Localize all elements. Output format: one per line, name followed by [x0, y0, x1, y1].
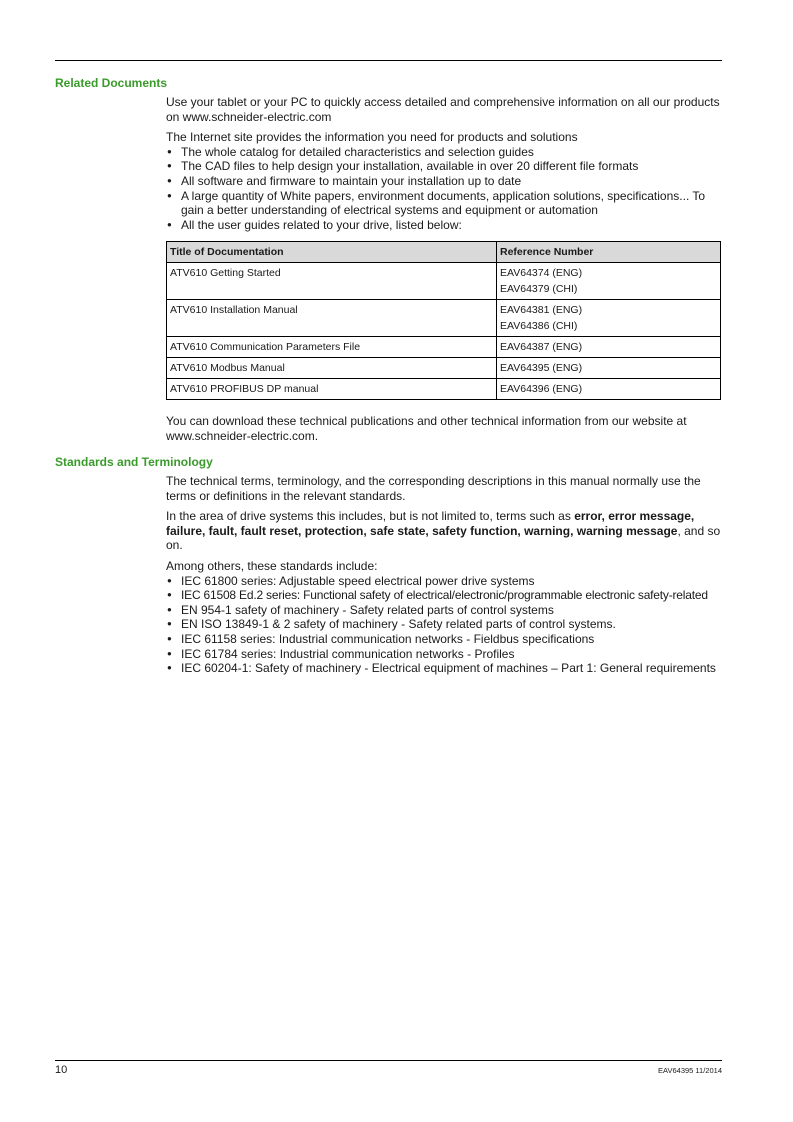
reference-number: EAV64387 (ENG) [500, 341, 583, 354]
doc-reference [497, 337, 721, 358]
list-item: ● IEC 61784 series: Industrial communication networks - Profiles [166, 647, 726, 662]
reference-number: EAV64374 (ENG) [500, 267, 583, 280]
standards-bullet-list [166, 574, 726, 676]
doc-title: ATV610 Getting Started [167, 263, 497, 300]
list-item: ● The whole catalog for detailed characteristics and selection guides [166, 145, 726, 160]
list-item: ● The CAD files to help design your installation, available in over 20 different file formats [166, 159, 726, 174]
list-item: ● All software and firmware to maintain your installation up to date [166, 174, 726, 189]
list-item: ● EN 954-1 safety of machinery - Safety related parts of control systems [166, 603, 726, 618]
list-item: ● IEC 60204-1: Safety of machinery - Electrical equipment of machines – Part 1: General requirements [166, 661, 726, 676]
intro-line-1: Use your tablet or your PC to quickly access detailed and comprehensive information on all our products [166, 95, 720, 109]
doc-reference [497, 263, 721, 300]
standards-body [166, 474, 726, 676]
table-row [167, 379, 721, 400]
standards-list-intro: Among others, these standards include: [166, 558, 378, 573]
intro-line-2: on www.schneider-electric.com [166, 109, 332, 124]
list-item: ● IEC 61800 series: Adjustable speed electrical power drive systems [166, 574, 726, 589]
standards-paragraph-2 [166, 509, 726, 553]
doc-reference [497, 358, 721, 379]
internet-intro: The Internet site provides the information you need for products and solutions [166, 130, 578, 145]
doc-title: ATV610 PROFIBUS DP manual [167, 379, 497, 400]
download-line-1: You can download these technical publications and other technical information from our website at [166, 414, 687, 429]
reference-number: EAV64381 (ENG) [500, 304, 583, 317]
page-number: 10 [55, 1064, 68, 1076]
list-item: ● IEC 61158 series: Industrial communication networks - Fieldbus specifications [166, 632, 726, 647]
list-item: ● EN ISO 13849-1 & 2 safety of machinery - Safety related parts of control systems. [166, 617, 726, 632]
documentation-table [166, 241, 721, 400]
doc-reference [497, 379, 721, 400]
list-item: ● All the user guides related to your drive, listed below: [166, 218, 726, 233]
doc-title: ATV610 Modbus Manual [167, 358, 497, 379]
table-row [167, 337, 721, 358]
terms-bold: error, error message, failure, fault, fault reset, protection, safe state, safety function, warning, warning message [166, 509, 695, 538]
terms-prefix: In the area of drive systems this includes, but is not limited to, terms such as [166, 509, 575, 524]
download-paragraph [166, 414, 726, 443]
doc-title: ATV610 Communication Parameters File [167, 337, 497, 358]
related-documents-heading: Related Documents [55, 76, 168, 90]
reference-number: EAV64386 (CHI) [500, 320, 578, 333]
table-row [167, 358, 721, 379]
footer-rule [55, 1060, 722, 1061]
table-row [167, 300, 721, 337]
download-line-2: www.schneider-electric.com. [166, 428, 319, 443]
terms-suffix: , and so on. [166, 523, 721, 553]
reference-number: EAV64379 (CHI) [500, 283, 578, 296]
reference-number: EAV64396 (ENG) [500, 383, 583, 396]
standards-heading: Standards and Terminology [55, 455, 213, 469]
column-header-reference: Reference Number [497, 242, 721, 263]
intro-paragraph [166, 95, 726, 124]
standards-paragraph-1: The technical terms, terminology, and the corresponding descriptions in this manual normally use the terms or definitions in the relevant standards. [166, 474, 701, 503]
list-item: ● IEC 61508 Ed.2 series: Functional safety of electrical/electronic/programmable electronic safety-related [166, 588, 726, 603]
column-header-title: Title of Documentation [167, 242, 497, 263]
document-reference: EAV64395 11/2014 [658, 1066, 722, 1075]
table-row [167, 263, 721, 300]
related-documents-body [166, 95, 726, 450]
list-item: ● A large quantity of White papers, environment documents, application solutions, specifications... To gain a better understanding of electrical systems and equipment or automation [166, 189, 726, 218]
internet-bullet-list [166, 145, 726, 233]
table-header-row [167, 242, 721, 263]
reference-number: EAV64395 (ENG) [500, 362, 583, 375]
doc-title: ATV610 Installation Manual [167, 300, 497, 337]
doc-reference [497, 300, 721, 337]
header-rule [55, 60, 722, 61]
